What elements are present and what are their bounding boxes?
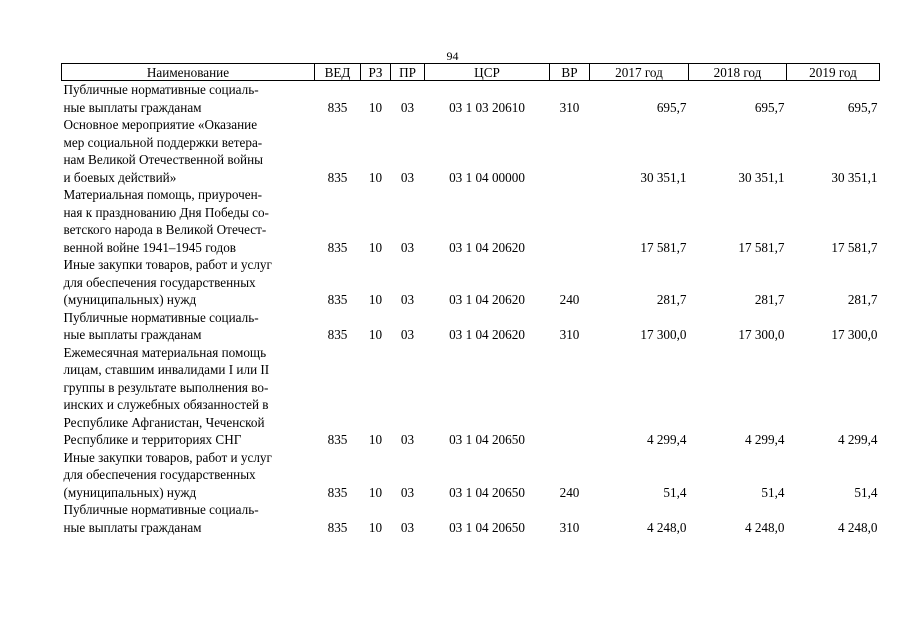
table-row: [62, 186, 880, 256]
cell-vr: [550, 116, 590, 186]
name-line: Публичные нормативные социаль-: [63, 82, 259, 97]
cell-y2018: 17 581,7: [738, 239, 785, 255]
cell-pr: 03: [400, 432, 415, 447]
name-line: Республике Афганистан, Чеченской: [63, 414, 265, 430]
name-line: мер социальной поддержки ветера-: [63, 134, 263, 150]
name-line: ные выплаты гражданам: [63, 99, 202, 115]
name-line: венной войне 1941–1945 годов: [63, 239, 237, 255]
cell-name: [62, 81, 315, 117]
cell-name: [62, 116, 315, 186]
cell-vr: 310: [559, 99, 580, 115]
cell-rz: 10: [368, 99, 383, 115]
table-row: [62, 116, 880, 186]
cell-ved: 835: [327, 327, 348, 342]
cell-pr: 03: [400, 169, 415, 185]
cell-ved: 835: [327, 169, 348, 185]
cell-ved: 835: [327, 292, 348, 307]
cell-vr: [550, 186, 590, 256]
cell-ved: 835: [327, 484, 348, 500]
cell-csr: 03 1 04 20620: [449, 292, 525, 307]
cell-rz: 10: [368, 239, 383, 255]
cell-y2019: 17 581,7: [831, 239, 878, 255]
cell-csr: 03 1 04 20650: [449, 484, 525, 500]
cell-y2017: 4 248,0: [646, 519, 687, 535]
table-body: [62, 81, 880, 537]
cell-vr: [550, 344, 590, 449]
table-row: [62, 309, 880, 344]
cell-y2018: 17 300,0: [738, 327, 785, 342]
cell-csr: 03 1 04 20650: [449, 432, 525, 447]
cell-y2019: 51,4: [854, 484, 878, 500]
column-header-name: Наименование: [62, 64, 315, 81]
cell-y2018: 51,4: [761, 484, 785, 500]
cell-y2017: 695,7: [656, 99, 687, 115]
budget-table: [61, 63, 880, 536]
name-line: инских и служебных обязанностей в: [63, 397, 269, 412]
cell-y2018: 695,7: [754, 99, 785, 115]
cell-ved: 835: [327, 432, 348, 447]
name-line: группы в результате выполнения во-: [63, 379, 269, 395]
cell-name: [62, 309, 315, 344]
cell-csr: 03 1 04 20620: [449, 239, 525, 255]
cell-y2017: 17 300,0: [640, 327, 687, 342]
column-header-2019: 2019 год: [787, 64, 880, 81]
name-line: лицам, ставшим инвалидами I или II: [63, 362, 270, 377]
column-header-ved: ВЕД: [315, 64, 361, 81]
cell-vr: 240: [559, 484, 580, 500]
name-line: Публичные нормативные социаль-: [63, 502, 259, 517]
name-line: Основное мероприятие «Оказание: [63, 117, 258, 132]
name-line: ные выплаты гражданам: [63, 327, 202, 342]
table-row: [62, 344, 880, 449]
table-row: [62, 256, 880, 309]
cell-y2017: 4 299,4: [646, 432, 687, 447]
cell-y2019: 695,7: [847, 99, 878, 115]
name-line: ная к празднованию Дня Победы со-: [63, 204, 269, 220]
cell-rz: 10: [368, 519, 383, 535]
cell-rz: 10: [368, 484, 383, 500]
cell-y2018: 30 351,1: [738, 169, 785, 185]
cell-rz: 10: [368, 169, 383, 185]
cell-y2017: 30 351,1: [640, 169, 687, 185]
name-line: нам Великой Отечественной войны: [63, 152, 264, 167]
cell-rz: 10: [368, 327, 383, 342]
cell-y2017: 17 581,7: [640, 239, 687, 255]
cell-y2019: 30 351,1: [831, 169, 878, 185]
cell-rz: 10: [368, 432, 383, 447]
cell-y2018: 4 299,4: [744, 432, 785, 447]
cell-vr: 310: [559, 519, 580, 535]
name-line: Ежемесячная материальная помощь: [63, 344, 267, 360]
cell-y2017: 51,4: [663, 484, 687, 500]
cell-pr: 03: [400, 519, 415, 535]
column-header-2018: 2018 год: [689, 64, 787, 81]
name-line: (муниципальных) нужд: [63, 292, 197, 307]
cell-y2019: 17 300,0: [831, 327, 878, 342]
cell-vr: 240: [559, 292, 580, 307]
cell-csr: 03 1 04 00000: [449, 169, 525, 185]
name-line: Публичные нормативные социаль-: [63, 309, 259, 325]
cell-y2019: 281,7: [847, 292, 878, 307]
cell-vr: 310: [559, 327, 580, 342]
name-line: ветского народа в Великой Отечест-: [63, 222, 267, 237]
cell-name: [62, 256, 315, 309]
cell-name: [62, 344, 315, 449]
name-line: и боевых действий»: [63, 169, 177, 185]
cell-ved: 835: [327, 239, 348, 255]
name-line: для обеспечения государственных: [63, 467, 256, 482]
cell-pr: 03: [400, 99, 415, 115]
column-header-pr: ПР: [391, 64, 425, 81]
name-line: Иные закупки товаров, работ и услуг: [63, 449, 272, 465]
cell-pr: 03: [400, 327, 415, 342]
column-header-rz: РЗ: [361, 64, 391, 81]
cell-csr: 03 1 03 20610: [449, 99, 525, 115]
page-number: 94: [446, 49, 459, 63]
cell-name: [62, 449, 315, 502]
cell-y2018: 281,7: [754, 292, 785, 307]
name-line: ные выплаты гражданам: [63, 519, 202, 535]
column-header-2017: 2017 год: [590, 64, 689, 81]
cell-name: [62, 186, 315, 256]
column-header-vr: ВР: [550, 64, 590, 81]
cell-y2018: 4 248,0: [744, 519, 785, 535]
cell-pr: 03: [400, 239, 415, 255]
cell-y2019: 4 299,4: [837, 432, 878, 447]
cell-rz: 10: [368, 292, 383, 307]
cell-pr: 03: [400, 292, 415, 307]
table-row: [62, 501, 880, 536]
name-line: (муниципальных) нужд: [63, 484, 197, 500]
cell-pr: 03: [400, 484, 415, 500]
name-line: Материальная помощь, приурочен-: [63, 187, 263, 202]
column-header-csr: ЦСР: [425, 64, 550, 81]
cell-csr: 03 1 04 20650: [449, 519, 525, 535]
table-row: [62, 449, 880, 502]
cell-name: [62, 501, 315, 536]
cell-y2019: 4 248,0: [837, 519, 878, 535]
cell-y2017: 281,7: [656, 292, 687, 307]
table-header: [62, 64, 880, 81]
name-line: для обеспечения государственных: [63, 274, 256, 290]
cell-ved: 835: [327, 519, 348, 535]
table-row: [62, 81, 880, 117]
cell-csr: 03 1 04 20620: [449, 327, 525, 342]
name-line: Республике и территориях СНГ: [63, 432, 242, 447]
cell-ved: 835: [327, 99, 348, 115]
name-line: Иные закупки товаров, работ и услуг: [63, 257, 272, 272]
